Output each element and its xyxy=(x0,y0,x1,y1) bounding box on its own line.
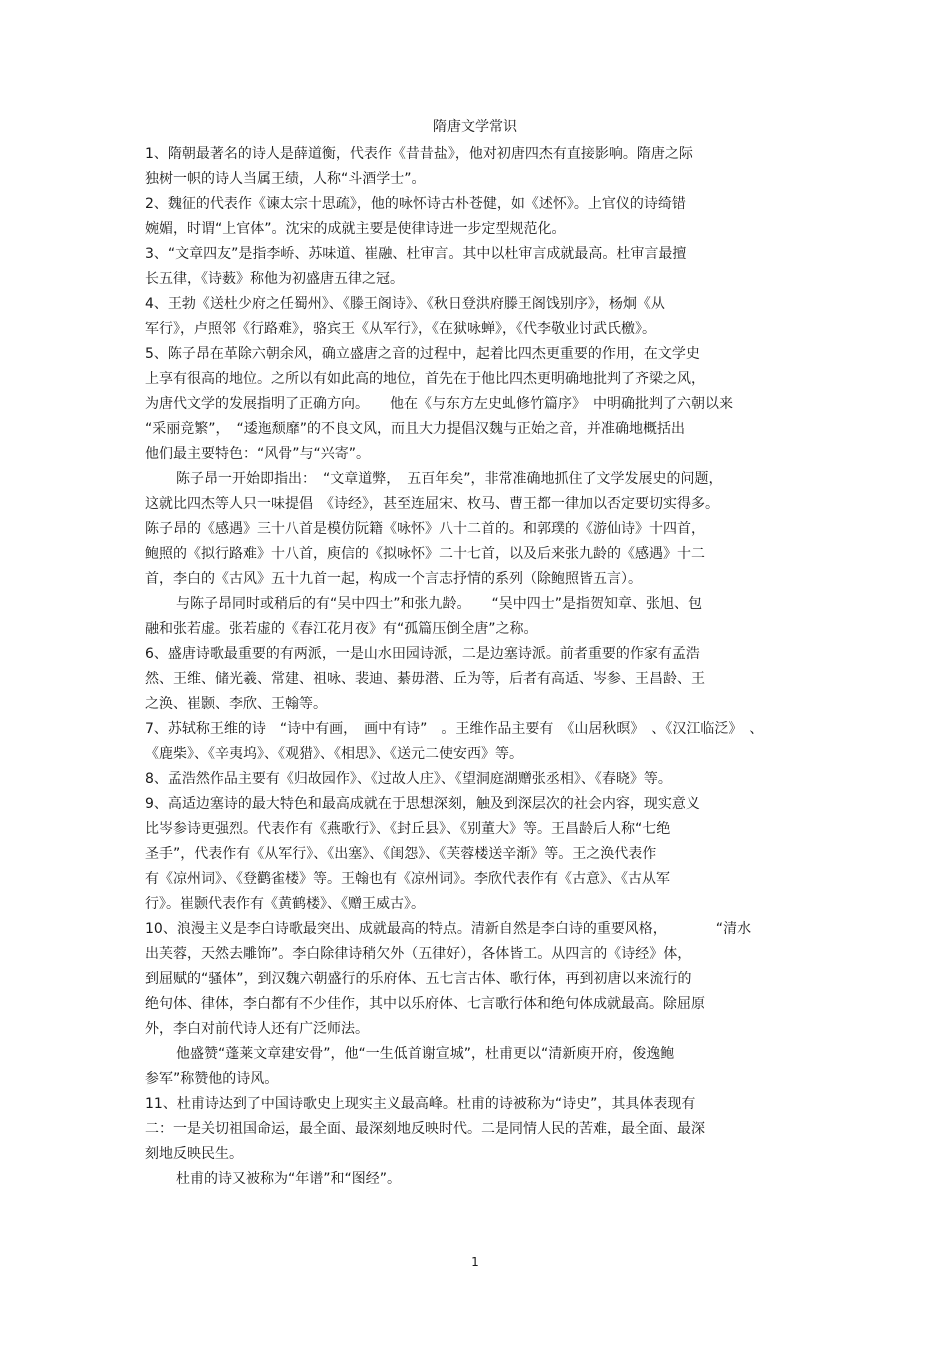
text-line: 10、浪漫主义是李白诗歌最突出、成就最高的特点。清新自然是李白诗的重要风格， “清水 xyxy=(145,921,752,937)
text-line: 首，李白的《古风》五十九首一起，构成一个言志抒情的系列（除鲍照皆五言）。 xyxy=(145,571,642,587)
text-line: 9、高适边塞诗的最大特色和最高成就在于思想深刻，触及到深层次的社会内容，现实意义 xyxy=(145,796,700,812)
text-line: 陈子昂一开始即指出： “文章道弊， 五百年矣”，非常准确地抓住了文学发展史的问题， xyxy=(176,471,723,487)
text-line: 独树一帜的诗人当属王绩，人称“斗酒学士”。 xyxy=(145,171,426,187)
text-line: 2、魏征的代表作《谏太宗十思疏》，他的咏怀诗古朴苍健，如《述怀》。上官仪的诗绮错 xyxy=(145,196,686,212)
text-line: 1、隋朝最著名的诗人是薛道衡，代表作《昔昔盐》，他对初唐四杰有直接影响。隋唐之际 xyxy=(145,146,693,162)
text-line: 上享有很高的地位。之所以有如此高的地位，首先在于他比四杰更明确地批判了齐梁之风， xyxy=(145,371,705,387)
text-line: 出芙蓉，天然去雕饰”。李白除律诗稍欠外（五律好），各体皆工。从四言的《诗经》体， xyxy=(145,946,692,962)
text-line: 刻地反映民生。 xyxy=(145,1146,243,1162)
text-line: 6、盛唐诗歌最重要的有两派，一是山水田园诗派，二是边塞诗派。前者重要的作家有孟浩 xyxy=(145,646,700,662)
text-line: 二：一是关切祖国命运，最全面、最深刻地反映时代。二是同情人民的苦难，最全面、最深 xyxy=(145,1121,705,1137)
text-line: 鲍照的《拟行路难》十八首，庾信的《拟咏怀》二十七首，以及后来张九龄的《感遇》十二 xyxy=(145,546,705,562)
text-line: “采丽竞繁”， “逶迤颓靡”的不良文风，而且大力提倡汉魏与正始之音，并准确地概括出 xyxy=(145,421,686,437)
text-line: 与陈子昂同时或稍后的有“吴中四士”和张九龄。 “吴中四士”是指贺知章、张旭、包 xyxy=(176,596,703,612)
text-line: 比岑参诗更强烈。代表作有《燕歌行》、《封丘县》、《别董大》等。王昌龄后人称“七绝 xyxy=(145,821,671,837)
text-line: 11、杜甫诗达到了中国诗歌史上现实主义最高峰。杜甫的诗被称为“诗史”，其具体表现有 xyxy=(145,1096,696,1112)
text-line: 7、苏轼称王维的诗 “诗中有画， 画中有诗” 。王维作品主要有 《山居秋暝》 、《汉江临泛》 、 xyxy=(145,721,764,737)
text-line: 《鹿柴》、《辛夷坞》、《观猎》、《相思》、《送元二使安西》等。 xyxy=(145,746,523,762)
text-line: 为唐代文学的发展指明了正确方向。 他在《与东方左史虬修竹篇序》 中明确批判了六朝以来 xyxy=(145,396,733,412)
text-line: 这就比四杰等人只一味提倡 《诗经》，甚至连屈宋、枚马、曹王都一律加以否定要切实得多。 xyxy=(145,496,719,512)
text-line: 杜甫的诗又被称为“年谱”和“图经”。 xyxy=(176,1171,402,1187)
text-line: 圣手”，代表作有《从军行》、《出塞》、《闺怨》、《芙蓉楼送辛渐》等。王之涣代表作 xyxy=(145,846,657,862)
text-line: 有《凉州词》、《登鹳雀楼》等。王翰也有《凉州词》。李欣代表作有《古意》、《古从军 xyxy=(145,871,670,887)
text-line: 军行》，卢照邻《行路难》，骆宾王《从军行》，《在狱咏蝉》，《代李敬业讨武氏檄》。 xyxy=(145,321,656,337)
text-line: 到屈赋的“骚体”，到汉魏六朝盛行的乐府体、五七言古体、歌行体，再到初唐以来流行的 xyxy=(145,971,692,987)
text-line: 8、孟浩然作品主要有《归故园作》、《过故人庄》、《望洞庭湖赠张丞相》、《春晓》等。 xyxy=(145,771,672,787)
page-number: 1 xyxy=(471,1255,479,1269)
text-line: 之涣、崔颢、李欣、王翰等。 xyxy=(145,696,327,712)
text-line: 融和张若虚。张若虚的《春江花月夜》有“孤篇压倒全唐”之称。 xyxy=(145,621,538,637)
text-line: 婉媚，时谓“上官体”。沈宋的成就主要是使律诗进一步定型规范化。 xyxy=(145,221,566,237)
text-line: 他盛赞“蓬莱文章建安骨”，他“一生低首谢宣城”，杜甫更以“清新庾开府，俊逸鲍 xyxy=(176,1046,675,1062)
text-line: 然、王维、储光羲、常建、祖咏、裴迪、綦毋潜、丘为等，后者有高适、岑参、王昌龄、王 xyxy=(145,671,705,687)
text-line: 长五律，《诗薮》称他为初盛唐五律之冠。 xyxy=(145,271,404,287)
text-line: 陈子昂的《感遇》三十八首是模仿阮籍《咏怀》八十二首的。和郭璞的《游仙诗》十四首， xyxy=(145,521,705,537)
text-line: 行》。崔颢代表作有《黄鹤楼》、《赠王威古》。 xyxy=(145,896,425,912)
text-line: 他们最主要特色：“风骨”与“兴寄”。 xyxy=(145,446,371,462)
text-line: 参军”称赞他的诗风。 xyxy=(145,1071,279,1087)
text-line: 5、陈子昂在革除六朝余风，确立盛唐之音的过程中，起着比四杰更重要的作用，在文学史 xyxy=(145,346,700,362)
text-line: 4、王勃《送杜少府之任蜀州》、《滕王阁诗》、《秋日登洪府滕王阁饯别序》，杨炯《从 xyxy=(145,296,665,312)
text-line: 3、“文章四友”是指李峤、苏味道、崔融、杜审言。其中以杜审言成就最高。杜审言最擅 xyxy=(145,246,687,262)
text-line: 绝句体、律体，李白都有不少佳作，其中以乐府体、七言歌行体和绝句体成就最高。除屈原 xyxy=(145,996,705,1012)
document-title: 隋唐文学常识 xyxy=(433,119,517,135)
text-line: 外，李白对前代诗人还有广泛师法。 xyxy=(145,1021,369,1037)
